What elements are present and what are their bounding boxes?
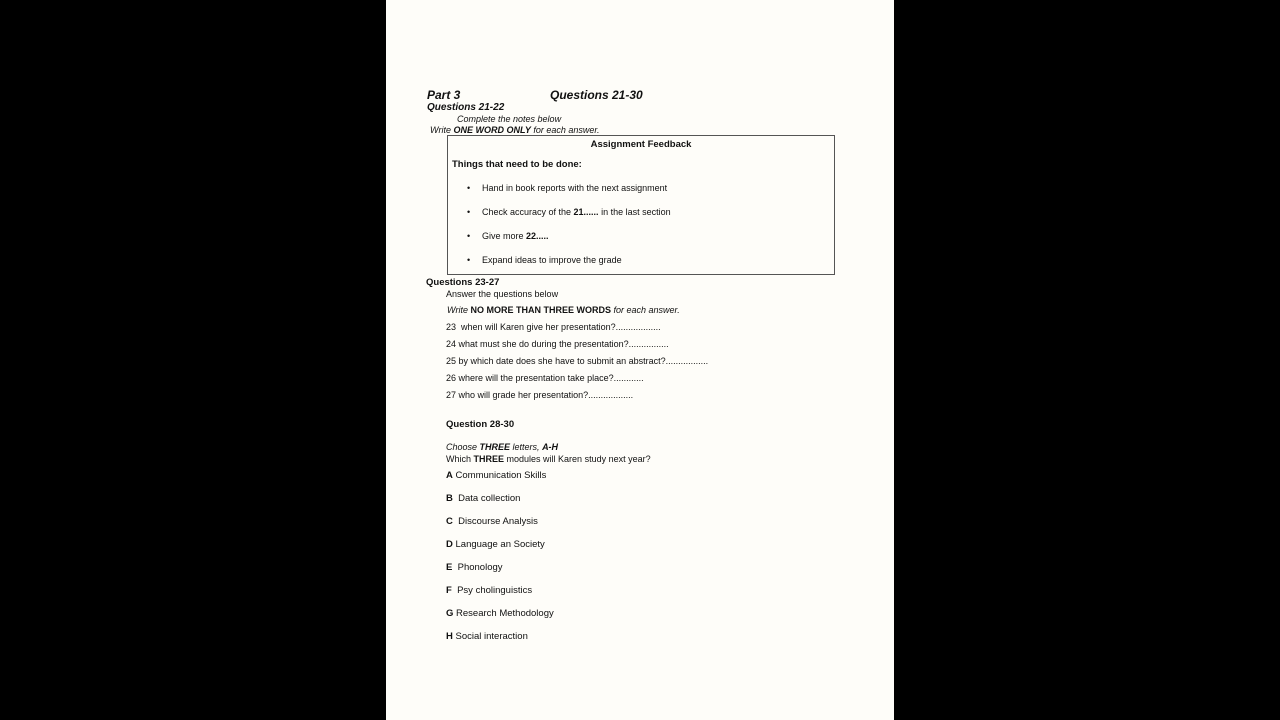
assignment-feedback-box	[447, 135, 835, 275]
worksheet-page	[386, 0, 894, 720]
question-27: 27 who will grade her presentation?..................	[446, 390, 634, 400]
option-f: F Psy cholinguistics	[446, 585, 533, 596]
option-a: A Communication Skills	[446, 470, 547, 481]
option-e: E Phonology	[446, 562, 503, 573]
section1-instruction1: Complete the notes below	[457, 114, 562, 124]
bullet-item: • Hand in book reports with the next assignment	[467, 183, 668, 193]
section2-instruction2: Write NO MORE THAN THREE WORDS for each answer.	[447, 305, 680, 315]
bullet-item: • Give more 22.....	[467, 231, 549, 241]
bullet-item: • Check accuracy of the 21...... in the last section	[467, 207, 671, 217]
bullet-item: • Expand ideas to improve the grade	[467, 255, 622, 265]
section2-instruction1: Answer the questions below	[446, 289, 559, 299]
option-b: B Data collection	[446, 493, 521, 504]
bullet-icon: •	[467, 231, 471, 241]
section1-heading: Questions 21-22	[427, 102, 505, 113]
question-25: 25 by which date does she have to submit an abstract?.................	[446, 356, 709, 366]
section2-heading: Questions 23-27	[426, 277, 500, 288]
bullet-icon: •	[467, 255, 471, 265]
section1-instruction2: Write ONE WORD ONLY for each answer.	[430, 125, 600, 135]
box-subheading: Things that need to be done:	[452, 159, 582, 170]
option-c: C Discourse Analysis	[446, 516, 538, 527]
section3-heading: Question 28-30	[446, 419, 515, 430]
question-23: 23 when will Karen give her presentation?..................	[446, 322, 661, 332]
part-label: Part 3	[427, 88, 461, 102]
section3-choose-instruction: Choose THREE letters, A-H	[446, 442, 559, 452]
section3-question: Which THREE modules will Karen study next year?	[446, 454, 651, 464]
option-d: D Language an Society	[446, 539, 545, 550]
question-24: 24 what must she do during the presentation?................	[446, 339, 669, 349]
option-g: G Research Methodology	[446, 608, 554, 619]
bullet-icon: •	[467, 207, 471, 217]
questions-header: Questions 21-30	[550, 88, 643, 102]
box-title: Assignment Feedback	[590, 139, 692, 150]
bullet-icon: •	[467, 183, 471, 193]
question-26: 26 where will the presentation take place?............	[446, 373, 644, 383]
option-h: H Social interaction	[446, 631, 528, 642]
